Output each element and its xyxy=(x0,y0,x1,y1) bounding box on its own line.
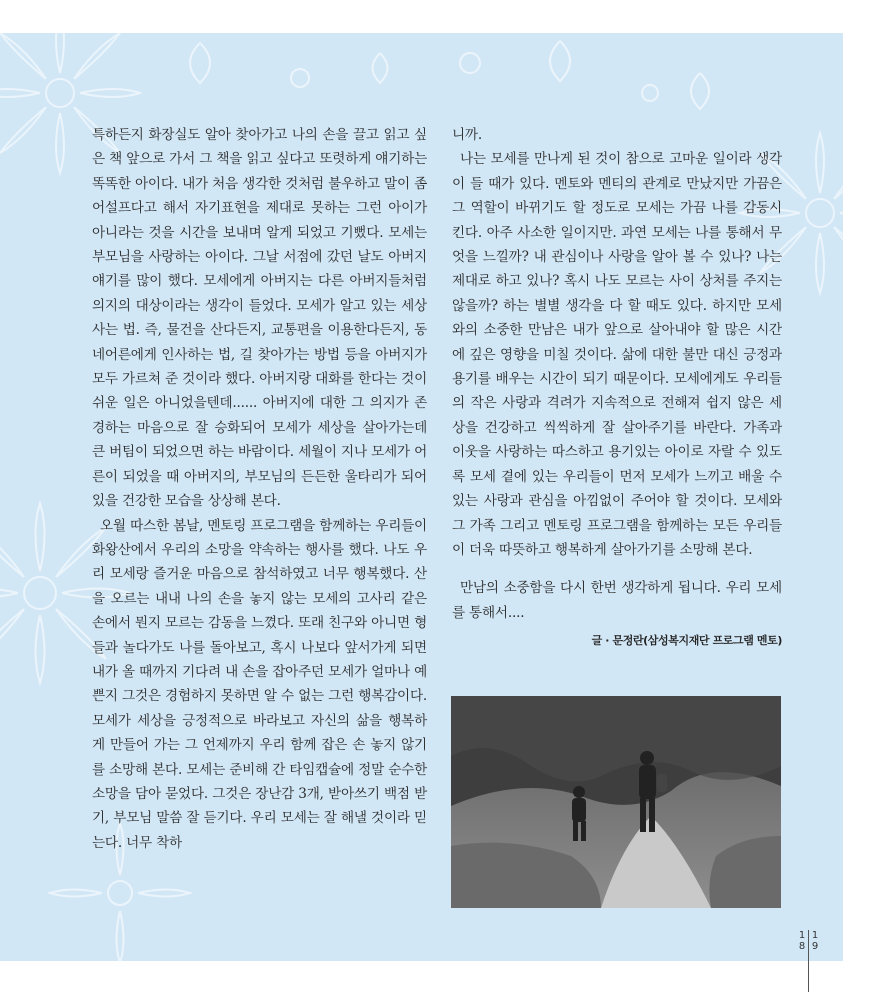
page-number-digit: 8 xyxy=(798,941,806,952)
page-number-divider xyxy=(808,930,809,992)
page-number-digit: 9 xyxy=(811,941,819,952)
body-paragraph: 니까. xyxy=(452,127,482,143)
photo-mentor-and-child xyxy=(451,696,781,908)
body-paragraph: 오월 따스한 봄날, 멘토링 프로그램을 함께하는 우리들이 화왕산에서 우리의 소망을 약속하는 행사를 했다. 나도 우리 모세랑 즐거운 마음으로 참석하였고 너무 행복했다. 산을 오르는 내내 나의 손을 놓지 않는 모세의 고사리 같은 손에서 뭔지 모르는 감동을 느꼈다. 또래 친구와 아니면 형들과 놀다가도 나를 돌아보고, 혹시 나보다 앞서가게 되면 내가 올 때까지 기다려 내 손을 잡아주던 모세가 얼마나 예쁜지 그것은 경험하지 못하면 알 수 없는 그런 행복감이다. 모세가 세상을 긍정적으로 바라보고 자신의 삶을 행복하게 만들어 가는 그 언제까지 우리 함께 잡은 손 놓지 않기를 소망해 본다. 모세는 준비해 간 타임캡슐에 정말 순수한 소망을 담아 묻었다. 그것은 장난감 3개, 받아쓰기 백점 받기, 부모님 말씀 잘 듣기다. 우리 모세는 잘 해낼 것이라 믿는다. 너무 착하 xyxy=(92,517,427,851)
body-paragraph: 나는 모세를 만나게 된 것이 참으로 고마운 일이라 생각이 들 때가 있다. 멘토와 멘티의 관계로 만났지만 가끔은 그 역할이 바뀌기도 할 정도로 모세는 가끔 나를 감동시킨다. 아주 사소한 일이지만. 과연 모세는 나를 통해서 무엇을 느낄까? 내 관심이나 사랑을 알아 볼 수 있나? 나는 제대로 하고 있나? 혹시 나도 모르는 사이 상처를 주지는 않을까? 하는 별별 생각을 다 할 때도 있다. 하지만 모세와의 소중한 만남은 내가 앞으로 살아내야 할 많은 시간에 깊은 영향을 미칠 것이다. 삶에 대한 불만 대신 긍정과 용기를 배우는 시간이 되기 때문이다. 모세에게도 우리들의 작은 사랑과 격려가 지속적으로 전해져 쉽지 않은 세상을 건강하고 씩씩하게 잘 살아주기를 바란다. 가족과 이웃을 사랑하는 따스하고 용기있는 아이로 자랄 수 있도록 모세 곁에 있는 우리들이 먼저 모세가 느끼고 배울 수 있는 사랑과 관심을 아낌없이 주어야 할 것이다. 모세와 그 가족 그리고 멘토링 프로그램을 함께하는 모든 우리들이 더욱 따뜻하고 행복하게 살아가기를 소망해 본다. xyxy=(452,151,782,558)
photo-icon xyxy=(451,696,781,908)
author-credit: 글 · 문정란(삼성복지재단 프로그램 멘토) xyxy=(591,634,782,648)
page-number-digit: 1 xyxy=(798,930,806,941)
page-number-digit: 1 xyxy=(811,930,819,941)
right-text-column xyxy=(452,123,782,654)
left-text-column xyxy=(92,123,427,855)
page-number-right xyxy=(811,930,819,952)
page-number-left xyxy=(798,930,806,952)
body-paragraph: 특하든지 화장실도 알아 찾아가고 나의 손을 끌고 읽고 싶은 책 앞으로 가서 그 책을 읽고 싶다고 또렷하게 얘기하는 똑똑한 아이다. 내가 처음 생각한 것처럼 불우하고 말이 좀 어설프다고 해서 자기표현을 제대로 못하는 그런 아이가 아니라는 것을 시간을 보내며 알게 되었고 기뻤다. 모세는 부모님을 사랑하는 아이다. 그날 서점에 갔던 날도 아버지 얘기를 많이 했다. 모세에게 아버지는 다른 아버지들처럼 의지의 대상이라는 생각이 들었다. 모세가 알고 있는 세상사는 법. 즉, 물건을 산다든지, 교통편을 이용한다든지, 동네어른에게 인사하는 법, 길 찾아가는 방법 등을 아버지가 모두 가르쳐 준 것이라 했다. 아버지랑 대화를 한다는 것이 쉬운 일은 아니었을텐데...... 아버지에 대한 그 의지가 존경하는 마음으로 잘 승화되어 모세가 세상을 살아가는데 큰 버팀이 되었으면 하는 바람이다. 세월이 지나 모세가 어른이 되었을 때 아버지의, 부모님의 든든한 울타리가 되어 있을 건강한 모습을 상상해 본다. xyxy=(92,127,427,510)
closing-paragraph: 만남의 소중함을 다시 한번 생각하게 됩니다. 우리 모세를 통해서.... xyxy=(452,580,782,621)
